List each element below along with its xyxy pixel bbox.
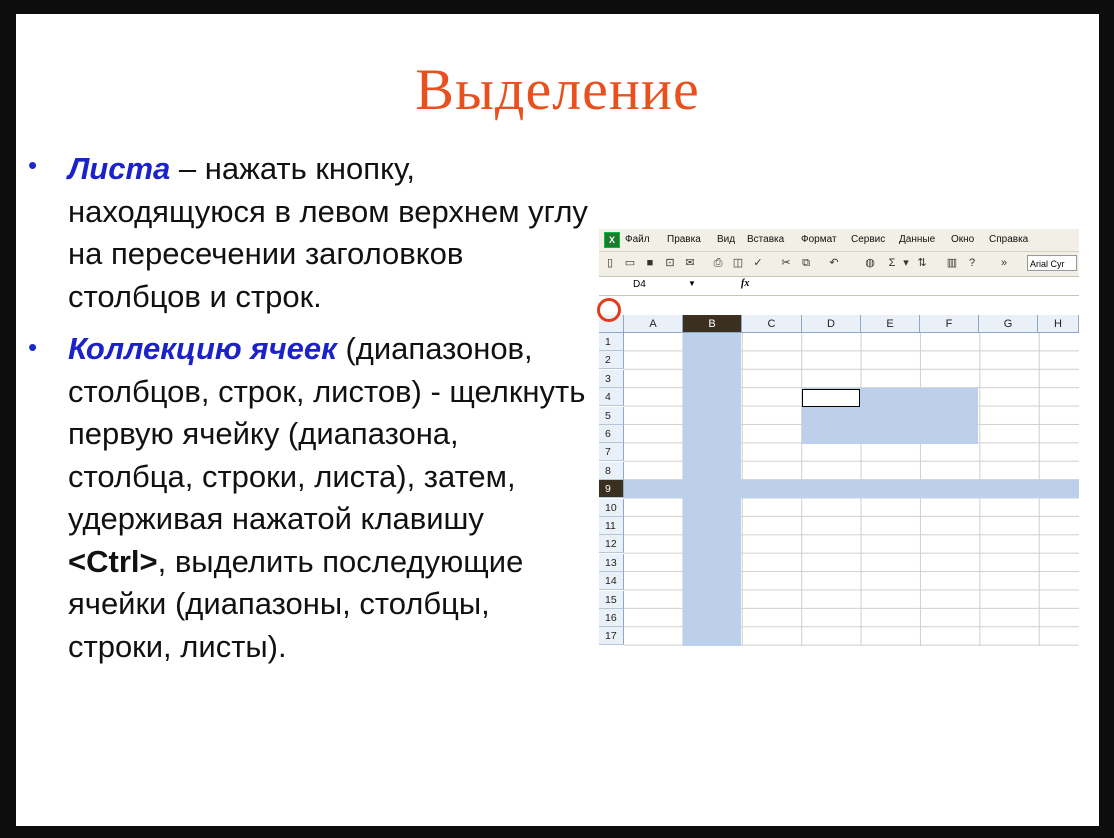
row-header[interactable]: 8 — [599, 462, 624, 480]
column-header[interactable]: G — [979, 315, 1038, 333]
row-header[interactable]: 9 — [599, 480, 624, 498]
font-name-box[interactable]: Arial Cyr — [1027, 255, 1077, 271]
print-preview-icon[interactable]: ◫ — [732, 257, 744, 269]
toolbar-options-icon[interactable]: » — [1000, 257, 1008, 269]
autosum-icon[interactable]: Σ — [888, 257, 896, 269]
formula-bar — [599, 276, 1079, 296]
menu-edit[interactable]: Правка — [667, 234, 701, 245]
column-header[interactable]: B — [683, 315, 742, 333]
row-header[interactable]: 4 — [599, 388, 624, 406]
slide-title: Выделение — [415, 57, 700, 122]
standard-toolbar — [599, 251, 1079, 276]
open-icon[interactable]: ▭ — [624, 257, 636, 269]
bullet-collection — [68, 328, 588, 668]
new-icon[interactable]: ▯ — [606, 257, 614, 269]
bullet-keyword: Коллекцию ячеек — [68, 331, 337, 366]
excel-icon[interactable]: X — [604, 232, 620, 248]
hyperlink-icon[interactable]: ◍ — [865, 257, 875, 269]
row-header[interactable]: 10 — [599, 499, 624, 517]
help-icon[interactable]: ? — [968, 257, 976, 269]
row-header[interactable]: 2 — [599, 351, 624, 369]
bullet-text: , выделить последующие ячейки (диапазоны, столбцы, строки, листы). — [68, 543, 524, 664]
excel-screenshot — [599, 229, 1079, 649]
row-header[interactable]: 3 — [599, 370, 624, 388]
spelling-icon[interactable]: ✓ — [753, 257, 763, 269]
row-header[interactable]: 6 — [599, 425, 624, 443]
row-header[interactable]: 13 — [599, 554, 624, 572]
chart-wizard-icon[interactable]: ▥ — [946, 257, 958, 269]
menu-window[interactable]: Окно — [951, 234, 975, 245]
bullet-keyword: Листа — [68, 151, 171, 186]
menu-help[interactable]: Справка — [989, 234, 1029, 245]
menu-format[interactable]: Формат — [801, 234, 837, 245]
bullet-text: (диапазонов, столбцов, строк, листов) - щелкнуть первую ячейку (диапазона, столбца, строки, листа), затем, удерживая нажатой клавишу — [68, 331, 586, 536]
fx-icon[interactable]: fx — [741, 278, 750, 289]
column-header[interactable]: C — [742, 315, 802, 333]
selected-row-9 — [624, 480, 1079, 498]
menu-tools[interactable]: Сервис — [851, 234, 886, 245]
active-cell[interactable] — [802, 389, 860, 407]
copy-icon[interactable]: ⧉ — [802, 257, 810, 269]
row-header[interactable]: 5 — [599, 407, 624, 425]
row-header[interactable]: 11 — [599, 517, 624, 535]
ctrl-key: <Ctrl> — [68, 543, 158, 579]
permission-icon[interactable]: ⊡ — [665, 257, 675, 269]
row-header[interactable]: 15 — [599, 591, 624, 609]
bullet-text: – нажать кнопку, находящуюся в левом верхнем углу на пересечении заголовков столбцов и строк. — [68, 151, 588, 314]
row-header[interactable]: 17 — [599, 627, 624, 645]
select-all-button[interactable] — [599, 315, 624, 333]
menu-data[interactable]: Данные — [899, 234, 936, 245]
email-icon[interactable]: ✉ — [685, 257, 695, 269]
row-header[interactable]: 7 — [599, 443, 624, 461]
bullet-marker: • — [28, 332, 38, 362]
save-icon[interactable]: ■ — [646, 257, 654, 269]
slide — [16, 14, 1099, 826]
row-header[interactable]: 12 — [599, 535, 624, 553]
row-header[interactable]: 14 — [599, 572, 624, 590]
menu-bar — [599, 229, 1079, 251]
bullet-marker: • — [28, 150, 38, 180]
cut-icon[interactable]: ✂ — [781, 257, 791, 269]
column-header[interactable]: F — [920, 315, 979, 333]
menu-insert[interactable]: Вставка — [747, 234, 785, 245]
column-header[interactable]: H — [1038, 315, 1079, 333]
highlight-circle — [597, 298, 621, 322]
print-icon[interactable]: ⎙ — [713, 257, 723, 269]
undo-icon[interactable]: ↶ — [829, 257, 839, 269]
column-header[interactable]: E — [861, 315, 920, 333]
autosum-dropdown-icon[interactable]: ▾ — [903, 257, 909, 269]
column-header[interactable]: D — [802, 315, 861, 333]
menu-file[interactable]: Файл — [625, 234, 650, 245]
name-box[interactable]: D4 — [633, 279, 646, 290]
menu-view[interactable]: Вид — [717, 234, 736, 245]
row-header[interactable]: 16 — [599, 609, 624, 627]
name-box-dropdown-icon[interactable]: ▼ — [688, 279, 696, 288]
row-header[interactable]: 1 — [599, 333, 624, 351]
sort-icon[interactable]: ⇅ — [917, 257, 927, 269]
bullet-sheet — [68, 148, 588, 318]
column-header[interactable]: A — [624, 315, 683, 333]
